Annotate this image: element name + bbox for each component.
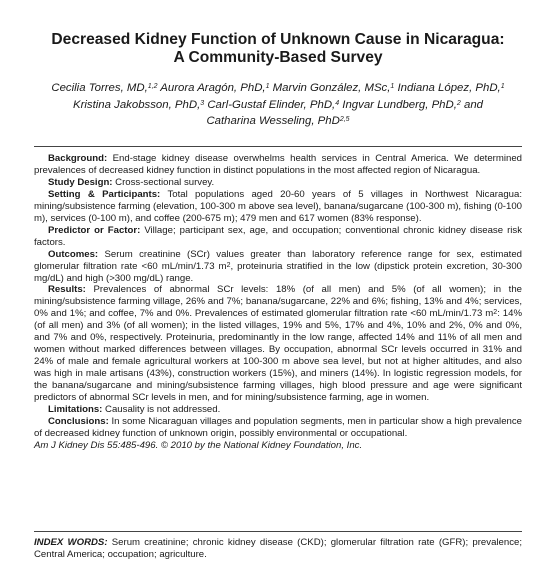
author-name: Aurora Aragón, PhD, <box>160 82 266 94</box>
journal-citation: Am J Kidney Dis 55:485-496. © 2010 by the National Kidney Foundation, Inc. <box>34 439 363 451</box>
background-paragraph <box>34 153 522 177</box>
author-affiliation: 2,5 <box>339 116 350 123</box>
author-name: Indiana López, PhD, <box>397 82 501 94</box>
setting-label: Setting & Participants: <box>48 188 161 200</box>
author-list <box>6 80 550 130</box>
paper-title <box>0 31 556 67</box>
author-name: Marvin González, MSc, <box>272 82 391 94</box>
title-line-2: A Community-Based Survey <box>173 49 383 66</box>
setting-paragraph <box>34 189 522 225</box>
limitations-paragraph <box>34 404 522 416</box>
author-separator: and <box>460 98 483 111</box>
author-affiliation: 1 <box>265 83 270 90</box>
conclusions-label: Conclusions: <box>48 415 109 427</box>
outcomes-superscript: 2 <box>226 261 231 269</box>
index-words-text: Serum creatinine; chronic kidney disease (CKD); glomerular filtration rate (GFR); prevalence; Central America; occupation; agriculture. <box>34 537 523 560</box>
author-affiliation: 1 <box>500 83 505 90</box>
results-text-a: Prevalences of abnormal SCr levels: 18% (of all men) and 5% (of all women); in the mining/subsistence farming village, 26% and 7%; banana/sugarcane, 22% and 6%; fishing, 13% and 4%; services, 0% and 1%; and coffee, 7% and 0%. Prevalences of estimated glomerular filtration rate <60 mL/min/1.73 m <box>34 284 522 320</box>
predictor-text: Village; participant sex, age, and occupation; conventional chronic kidney disease risk factors. <box>34 224 522 248</box>
author-name: Cecilia Torres, MD, <box>51 82 148 94</box>
author-affiliation: 2 <box>456 99 461 107</box>
author-affiliation: 4 <box>335 99 340 107</box>
predictor-label: Predictor or Factor: <box>48 224 141 236</box>
author-affiliation: 1 <box>390 83 395 90</box>
results-label: Results: <box>48 284 86 296</box>
conclusions-paragraph <box>34 416 522 440</box>
author-name: Catharina Wesseling, PhD <box>206 115 340 127</box>
results-paragraph <box>34 284 522 404</box>
top-divider <box>34 146 522 147</box>
study-design-label: Study Design: <box>48 176 113 188</box>
limitations-text: Causality is not addressed. <box>105 404 221 416</box>
results-superscript: 2 <box>493 309 498 317</box>
outcomes-text-a: Serum creatinine (SCr) values greater than laboratory reference range for sex, estimated glomerular filtration rate <60 mL/min/1.73 m <box>34 248 523 272</box>
author-affiliation: 3 <box>200 99 205 107</box>
index-words <box>34 537 522 561</box>
outcomes-paragraph <box>34 249 522 285</box>
limitations-label: Limitations: <box>48 404 103 416</box>
setting-text: Total populations aged 20-60 years of 5 villages in Northwest Nicaragua: mining/subsistence farming (elevation, 100-300 m above sea level), banana/sugarcane (100-300 m), fishing (0-100 m), services (0-100 m), and coffee (200-675 m); 479 men and 617 women (83% response). <box>34 188 522 224</box>
abstract <box>34 153 522 452</box>
study-design-text: Cross-sectional survey. <box>115 176 215 188</box>
predictor-paragraph <box>34 225 522 249</box>
author-name: Ingvar Lundberg, PhD, <box>342 98 457 111</box>
author-name: Kristina Jakobsson, PhD, <box>72 98 201 111</box>
bottom-divider <box>34 531 522 532</box>
results-text-b: : 14% (of all men) and 3% (of all women); in the listed villages, 19% and 5%, 17% and 4%, 10% and 2%, 0% and 0%, and 7% and 0%, respectively. Proteinuria, predominantly in the low range, affected 14% and 11% of all men and women without marked differences between villages. By occupation, abnormal SCr levels occurred in 31% and 24% of male and female agricultural workers at 100-300 m above sea level, but not at higher altitudes, and also was high in male artisans (43%), construction workers (15%), and miners (14%). In logistic regression models, for the banana/sugarcane and mining/subsistence farming villages, high blood pressure and age were significant predictors of abnormal SCr levels in men, and for mining/subsistence farming, age in women. <box>34 308 522 404</box>
index-words-label: INDEX WORDS: <box>34 537 108 548</box>
conclusions-text: In some Nicaraguan villages and population segments, men in particular show a high prevalence of decreased kidney function of unknown origin, possibly environmental or occupational. <box>34 415 522 439</box>
outcomes-text-b: , proteinuria stratified in the low (dipstick protein excretion, 30-300 mg/dL) and high (>300 mg/dL) range. <box>34 260 522 284</box>
background-label: Background: <box>48 153 108 164</box>
title-line-1: Decreased Kidney Function of Unknown Cause in Nicaragua: <box>51 31 505 48</box>
outcomes-label: Outcomes: <box>48 248 99 260</box>
study-design-paragraph <box>34 177 522 189</box>
author-affiliation: 1,2 <box>147 83 158 90</box>
background-text: End-stage kidney disease overwhelms health services in Central America. We determined prevalences of decreased kidney function in distinct populations in the most affected region of Nicaragua. <box>34 153 523 176</box>
author-name: Carl-Gustaf Elinder, PhD, <box>207 98 336 111</box>
